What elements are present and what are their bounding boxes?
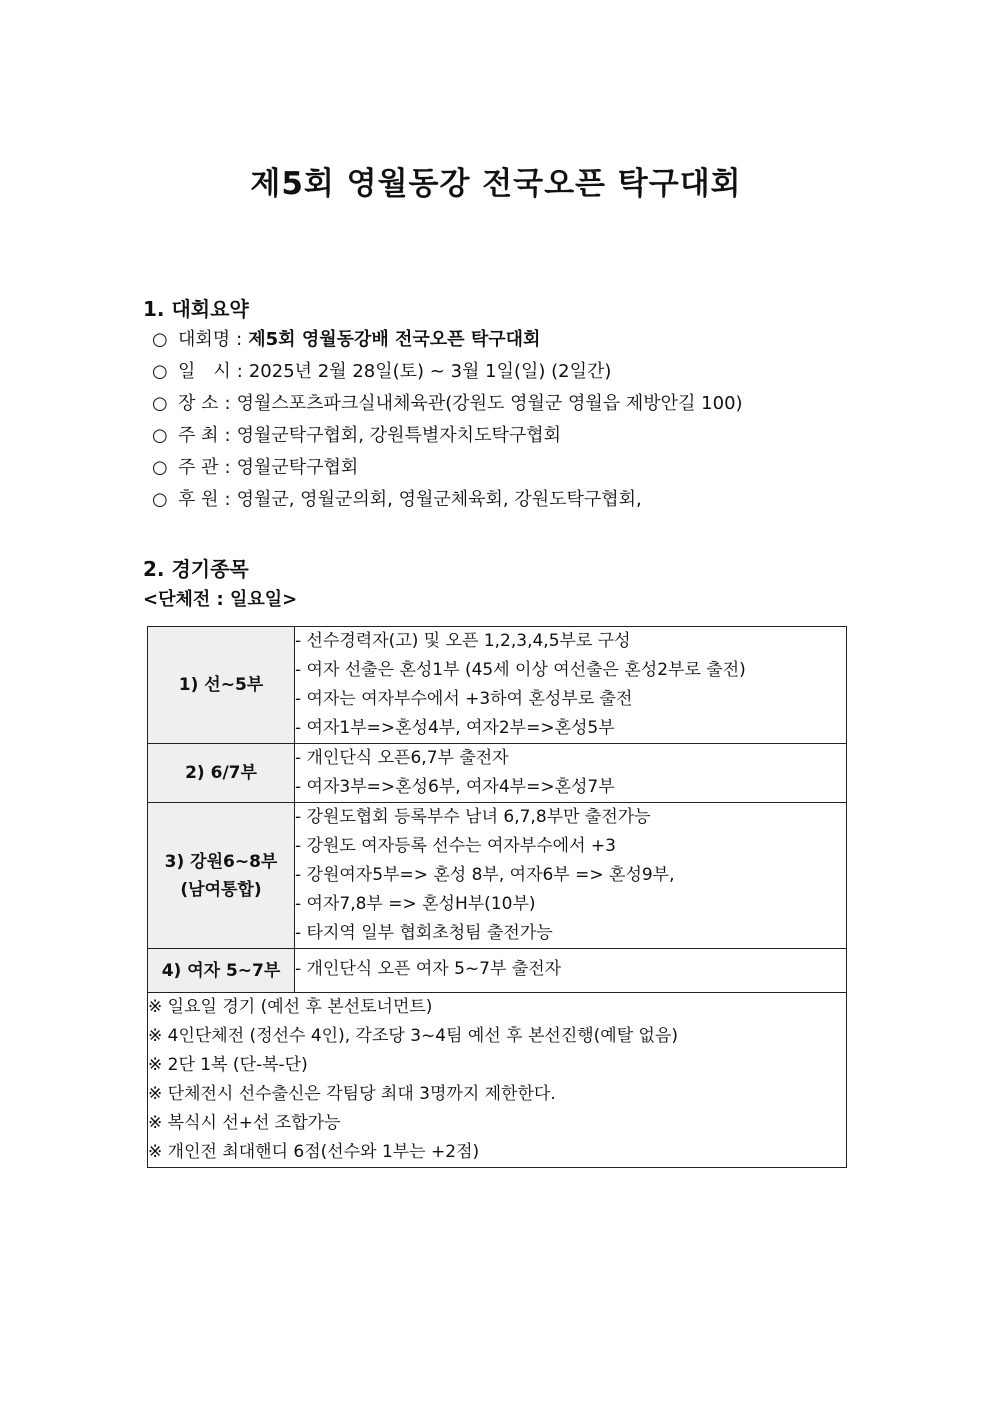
- summary-item-venue: [152, 388, 743, 420]
- table-row: [148, 949, 847, 993]
- summary-label: 후 원: [178, 489, 219, 510]
- note-line: ※ 2단 1복 (단-복-단): [148, 1055, 308, 1075]
- category-label: 3) 강원6~8부: [164, 851, 278, 872]
- colon-separator: :: [236, 329, 243, 350]
- notes-cell: [148, 993, 847, 1168]
- circle-bullet-icon: ○: [152, 425, 168, 446]
- summary-label: 주 관: [178, 457, 219, 478]
- category-label: 4) 여자 5~7부: [161, 960, 281, 981]
- section-2-heading: 2. 경기종목: [143, 557, 249, 581]
- description-line: - 여자는 여자부수에서 +3하여 혼성부로 출전: [295, 689, 633, 709]
- note-line: ※ 일요일 경기 (예선 후 본선토너먼트): [148, 997, 433, 1017]
- description-line: - 여자3부=>혼성6부, 여자4부=>혼성7부: [295, 777, 615, 797]
- note-line: ※ 복식시 선+선 조합가능: [148, 1113, 341, 1133]
- summary-list: [152, 324, 743, 516]
- description-cell: [295, 744, 847, 803]
- colon-separator: :: [224, 425, 231, 446]
- summary-item-organizer: [152, 452, 743, 484]
- description-line: - 타지역 일부 협회초청팀 출전가능: [295, 923, 553, 943]
- table-row: [148, 627, 847, 744]
- team-event-subheading: <단체전 : 일요일>: [143, 589, 298, 610]
- description-line: - 여자1부=>혼성4부, 여자2부=>혼성5부: [295, 718, 615, 738]
- description-line: - 개인단식 오픈 여자 5~7부 출전자: [295, 959, 562, 979]
- category-cell: [148, 803, 295, 949]
- summary-value: 2025년 2월 28일(토) ~ 3월 1일(일) (2일간): [248, 361, 612, 382]
- note-line: ※ 개인전 최대핸디 6점(선수와 1부는 +2점): [148, 1142, 480, 1162]
- description-line: - 여자7,8부 => 혼성H부(10부): [295, 894, 536, 914]
- summary-label: 주 최: [178, 425, 219, 446]
- colon-separator: :: [224, 489, 231, 510]
- circle-bullet-icon: ○: [152, 489, 168, 510]
- description-line: - 강원도협회 등록부수 남녀 6,7,8부만 출전가능: [295, 807, 651, 827]
- category-cell: [148, 627, 295, 744]
- summary-value: 영월군탁구협회, 강원특별자치도탁구협회: [236, 425, 562, 446]
- colon-separator: :: [224, 393, 231, 414]
- colon-separator: :: [224, 457, 231, 478]
- summary-label: 일 시: [178, 361, 231, 382]
- events-table: [147, 626, 847, 1168]
- notes-row: [148, 993, 847, 1168]
- table-row: [148, 803, 847, 949]
- summary-item-sponsor: [152, 484, 743, 516]
- description-line: - 강원도 여자등록 선수는 여자부수에서 +3: [295, 836, 616, 856]
- category-label: 1) 선~5부: [178, 675, 264, 695]
- note-line: ※ 단체전시 선수출신은 각팀당 최대 3명까지 제한한다.: [148, 1084, 556, 1104]
- summary-value: 영월군, 영월군의회, 영월군체육회, 강원도탁구협회,: [236, 489, 642, 510]
- description-cell: [295, 949, 847, 993]
- document-title: 제5회 영월동강 전국오픈 탁구대회: [250, 166, 742, 202]
- circle-bullet-icon: ○: [152, 457, 168, 478]
- colon-separator: :: [236, 361, 243, 382]
- category-label: 2) 6/7부: [185, 763, 257, 783]
- description-cell: [295, 803, 847, 949]
- description-line: - 강원여자5부=> 혼성 8부, 여자6부 => 혼성9부,: [295, 865, 675, 885]
- circle-bullet-icon: ○: [152, 393, 168, 414]
- category-cell: [148, 744, 295, 803]
- summary-value: 제5회 영월동강배 전국오픈 탁구대회: [248, 329, 541, 350]
- circle-bullet-icon: ○: [152, 329, 168, 350]
- summary-item-host: [152, 420, 743, 452]
- description-line: - 선수경력자(고) 및 오픈 1,2,3,4,5부로 구성: [295, 631, 631, 651]
- summary-value: 영월군탁구협회: [236, 457, 359, 478]
- category-cell: [148, 949, 295, 993]
- summary-item-name: [152, 324, 743, 356]
- summary-value: 영월스포츠파크실내체육관(강원도 영월군 영월읍 제방안길 100): [236, 393, 743, 414]
- summary-item-date: [152, 356, 743, 388]
- section-1-heading: 1. 대회요약: [143, 297, 249, 321]
- description-cell: [295, 627, 847, 744]
- category-sublabel: (남여통합): [180, 879, 262, 900]
- summary-label: 장 소: [178, 393, 219, 414]
- description-line: - 여자 선출은 혼성1부 (45세 이상 여선출은 혼성2부로 출전): [295, 660, 746, 680]
- table-row: [148, 744, 847, 803]
- summary-label: 대회명: [178, 329, 231, 350]
- note-line: ※ 4인단체전 (정선수 4인), 각조당 3~4팀 예선 후 본선진행(예탈 없음): [148, 1026, 679, 1046]
- circle-bullet-icon: ○: [152, 361, 168, 382]
- description-line: - 개인단식 오픈6,7부 출전자: [295, 748, 509, 768]
